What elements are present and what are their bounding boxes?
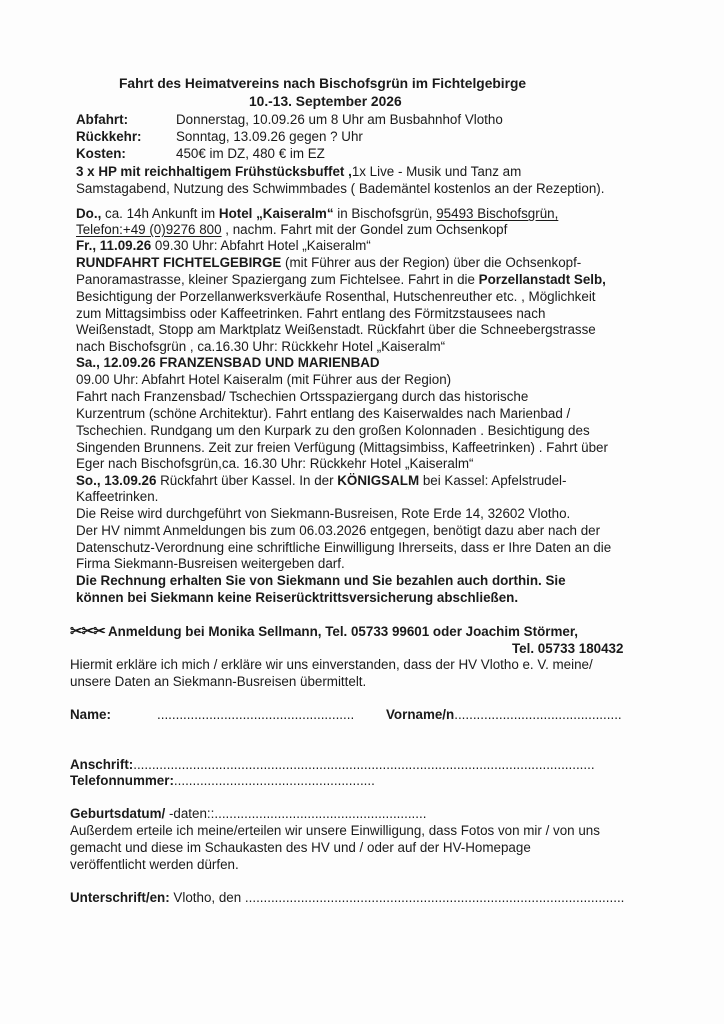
scissors-icon: ✂✂✂ [70,623,105,640]
friday-date: Fr., 11.09.26 [76,238,152,253]
return-row [76,129,363,145]
phone-field[interactable]: ...................................................... [173,773,375,788]
firstname-field[interactable]: ............................................. [454,707,622,722]
organizer-line-3: Datenschutz-Verordnung eine schriftliche Einwilligung Ihrerseits, dass er Ihre Daten an die [76,540,612,555]
friday-line-5: Weißenstadt, Stopp am Marktplatz Weißenstadt. Rückfahrt über die Schneebergstrasse [76,322,596,337]
friday-line-6: nach Bischofsgrün , ca.16.30 Uhr: Rückkehr Hotel „Kaiseralm“ [76,339,446,354]
birthdate-field[interactable]: ......................................................... [214,806,427,821]
thursday-day: Do., [76,206,102,221]
signature-row [70,890,624,906]
package-text: 1x Live - Musik und Tanz am [351,164,522,179]
consent-line-1: Hiermit erkläre ich mich / erkläre wir uns einverstanden, dass der HV Vlotho e. V. meine/ [70,657,593,672]
photo-consent-line-1: Außerdem erteile ich meine/erteilen wir unsere Einwilligung, dass Fotos von mir / von uns [70,823,600,838]
saturday-line-2: Fahrt nach Franzensbad/ Tschechien Ortsspaziergang durch das historische [76,389,529,404]
photo-consent-line-3: veröffentlicht werden dürfen. [70,857,239,872]
sunday-line-1 [76,473,566,489]
friday-tour: RUNDFAHRT FICHTELGEBIRGE [76,255,282,270]
return-label: Rückkehr: [76,129,142,144]
invoice-notice-2: können bei Siekmann keine Reiserücktrittsversicherung abschließen. [76,590,519,605]
invoice-notice-1: Die Rechnung erhalten Sie von Siekmann und Sie bezahlen auch dorthin. Sie [76,573,566,588]
saturday-heading: Sa., 12.09.26 FRANZENSBAD UND MARIENBAD [76,355,380,370]
friday-heading [76,238,371,254]
organizer-line-4: Firma Siekmann-Busreisen weitergeben darf. [76,556,345,571]
consent-line-2: unsere Daten an Siekmann-Busreisen übermittelt. [70,674,367,689]
registration-contact: Anmeldung bei Monika Sellmann, Tel. 05733 99601 oder Joachim Störmer, [104,624,579,639]
signature-label: Unterschrift/en: [70,890,170,905]
address-label: Anschrift: [70,757,134,772]
photo-consent-line-2: gemacht und diese im Schaukasten des HV und / oder auf der HV-Homepage [70,840,531,855]
document-title: Fahrt des Heimatvereins nach Bischofsgrün im Fichtelgebirge [119,76,527,91]
address-field[interactable]: ............................................................................................................................ [133,757,595,772]
saturday-line-4: Tschechien. Rundgang um den Kurpark zu den großen Kolonnaden . Besichtigung des [76,423,590,438]
sunday-text-1: Rückfahrt über Kassel. In der [156,473,338,488]
saturday-line-5: Singenden Brunnens. Zeit zur freien Verfügung (Mittagsimbiss, Kaffeetrinken) . Fahrt über [76,440,608,455]
friday-line-1 [76,255,581,271]
birthdate-text: -daten:: [165,806,215,821]
thursday-text-1: ca. 14h Ankunft im [101,206,219,221]
friday-text-2: Panoramastrasse, kleiner Spaziergang zum Fichtelsee. Fahrt in die [76,272,479,287]
signature-field[interactable]: ...................................................................................................... [244,890,625,905]
firstname-row [386,707,622,723]
friday-line-2 [76,272,606,288]
package-bold: 3 x HP mit reichhaltigem Frühstücksbuffet , [76,164,352,179]
phone-label: Telefonnummer: [70,773,174,788]
signature-text: Vlotho, den [169,890,245,905]
registration-line-2: Tel. 05733 180432 [512,641,624,656]
friday-text-1: (mit Führer aus der Region) über die Ochsenkopf- [281,255,582,270]
costs-row [76,146,325,162]
hotel-address: 95493 Bischofsgrün, [436,206,559,221]
thursday-line-2 [76,222,507,238]
costs-label: Kosten: [76,146,126,161]
friday-time: 09.30 Uhr: Abfahrt Hotel „Kaiseralm“ [151,238,371,253]
departure-row [76,112,503,128]
firstname-label: Vorname/n [386,707,455,722]
sunday-line-2: Kaffeetrinken. [76,489,159,504]
name-field[interactable]: ..................................................... [157,707,355,722]
departure-value: Donnerstag, 10.09.26 um 8 Uhr am Busbahnhof Vlotho [176,112,503,127]
name-label: Name: [70,707,111,722]
phone-row [70,773,375,789]
organizer-line-1: Die Reise wird durchgeführt von Siekmann-Busreisen, Rote Erde 14, 32602 Vlotho. [76,506,571,521]
saturday-line-1: 09.00 Uhr: Abfahrt Hotel Kaiseralm (mit Führer aus der Region) [76,372,452,387]
package-line-1 [76,164,521,180]
friday-line-3: Besichtigung der Porzellanwerksverkäufe Rosenthal, Hutschenreuther etc. , Möglichkeit [76,289,596,304]
birthdate-label: Geburtsdatum/ [70,806,166,821]
friday-line-4: zum Mittagsimbiss oder Kaffeetrinken. Fahrt entlang des Förmitzstausees nach [76,306,546,321]
registration-line-1 [70,624,578,640]
package-line-2: Samstagabend, Nutzung des Schwimmbades ( Bademäntel kostenlos an der Rezeption). [76,181,605,196]
costs-value: 450€ im DZ, 480 € im EZ [176,146,325,161]
thursday-text-3: , nachm. Fahrt mit der Gondel zum Ochsenkopf [221,222,508,237]
saturday-line-6: Eger nach Bischofsgrün,ca. 16.30 Uhr: Rückkehr Hotel „Kaiseralm“ [76,456,474,471]
trip-dates: 10.-13. September 2026 [249,94,402,109]
sunday-place: KÖNIGSALM [337,473,420,488]
organizer-line-2: Der HV nimmt Anmeldungen bis zum 06.03.2026 entgegen, benötigt dazu aber nach der [76,523,601,538]
hotel-phone: Telefon:+49 (0)9276 800 [76,222,222,237]
thursday-text-2: in Bischofsgrün, [333,206,437,221]
name-row [70,707,111,723]
friday-selb: Porzellanstadt Selb, [478,272,606,287]
departure-label: Abfahrt: [76,112,129,127]
sunday-date: So., 13.09.26 [76,473,157,488]
sunday-text-2: bei Kassel: Apfelstrudel- [419,473,567,488]
return-value: Sonntag, 13.09.26 gegen ? Uhr [176,129,363,144]
thursday-hotel: Hotel „Kaiseralm“ [218,206,334,221]
birthdate-row [70,806,426,822]
saturday-line-3: Kurzentrum (schöne Architektur). Fahrt entlang des Kaiserwaldes nach Marienbad / [76,406,571,421]
address-row [70,757,595,773]
thursday-line-1 [76,206,558,222]
